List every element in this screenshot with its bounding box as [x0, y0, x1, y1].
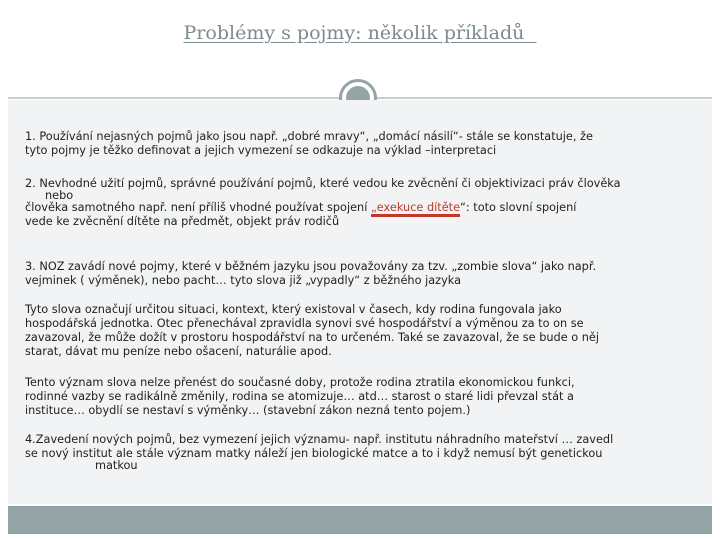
paragraph-6: 4.Zavedení nových pojmů, bez vymezení jejich významu- např. institutu náhradního mateřství … zavedl se nový institut ale stále význam matky náleží jen biologické matce a to i když nemusí být genetickou matkou	[25, 433, 614, 472]
paragraph-3: 3. NOZ zavádí nové pojmy, které v běžném jazyku jsou považovány za tzv. „zombie slova“ jako např. vejminek ( výměnek), nebo pacht… tyto slova již „vypadly“ z běžného jazyka	[25, 260, 597, 287]
highlighted-phrase: „exekuce dítěte	[371, 201, 460, 217]
paragraph-5: Tento význam slova nelze přenést do současné doby, protože rodina ztratila ekonomickou funkci, rodinné vazby se radikálně změnily, rodina se atomizuje… atd… starost o staré lidi převzal stát a instituce… obydlí se nestaví s výměnky… (stavební zákon nezná tento pojem.)	[25, 376, 575, 417]
paragraph-2-line-3: člověka samotného např. není příliš vhodné používat spojení „exekuce dítěte“: toto slovní spojení	[25, 201, 705, 215]
slide-title: Problémy s pojmy: několik příkladů	[183, 22, 537, 44]
paragraph-4: Tyto slova označují určitou situaci, kontext, který existoval v časech, kdy rodina fungovala jako hospodářská jednotka. Otec přenechával zpravidla synovi své hospodářství a výměnou za to on se zavazoval, že může dožít v prostoru hospodářství na to určeném. Také se zavazoval, že se bude o něj starat, dávat mu peníze nebo ošacení, naturálie apod.	[25, 303, 599, 358]
footer-bar	[8, 506, 712, 534]
paragraph-1: 1. Používání nejasných pojmů jako jsou např. „dobré mravy“, „domácí násilí“- stále se konstatuje, že tyto pojmy je těžko definovat a jejich vymezení se odkazuje na výklad –interpretaci	[25, 130, 593, 157]
paragraph-2: 2. Nevhodné užití pojmů, správné používání pojmů, které vedou ke zvěcnění či objektivizaci práv člověka nebo člověka samotného např. není příliš vhodné používat spojení „exekuce dítěte“: toto slovní spojení vede ke zvěcnění dítěte na předmět, objekt práv rodičů	[25, 177, 705, 229]
